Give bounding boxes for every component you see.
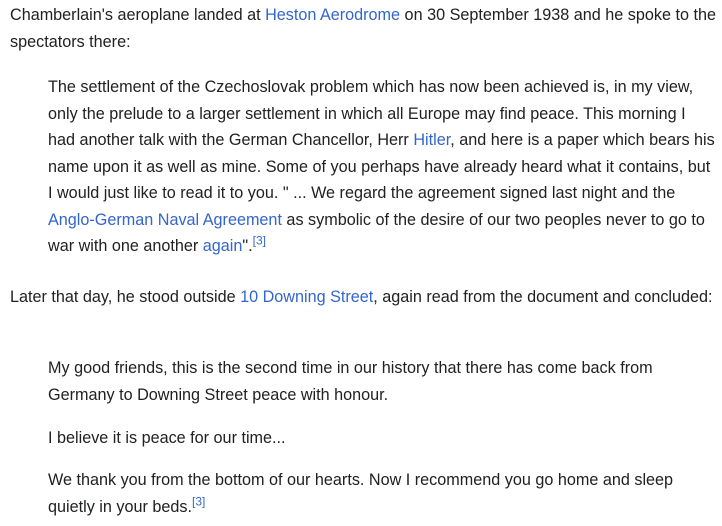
intro-text: Chamberlain's aeroplane landed at <box>10 6 266 24</box>
quote-text: I believe it is peace for our time... <box>48 429 286 447</box>
later-paragraph <box>10 284 716 311</box>
intro-text: on 30 September 1938 and he spoke to the spectators there: <box>10 6 716 51</box>
citation-link[interactable]: [3] <box>252 233 266 248</box>
quote-text: as symbolic of the desire of our two peoples never to go to war with one another <box>48 210 705 255</box>
later-text: Later that day, he stood outside <box>10 288 241 306</box>
quote-text: We thank you from the bottom of our hearts. Now I recommend you go home and sleep quietly in your beds. <box>48 471 674 516</box>
intro-paragraph <box>10 2 716 55</box>
quote-text: , and here is a paper which bears his name upon it as well as mine. Some of you perhaps have already heard what it contains, but I would just like to read it to you. " ... We regard the agreement signed last night and the <box>48 131 715 202</box>
again-link[interactable]: again <box>202 237 243 255</box>
citation-link[interactable]: [3] <box>191 494 206 509</box>
quote-thank-you <box>48 467 716 520</box>
heston-aerodrome-link[interactable]: Heston Aerodrome <box>265 6 401 24</box>
citation-ref <box>253 234 266 248</box>
citation-ref <box>192 494 205 508</box>
anglo-german-naval-agreement-link[interactable]: Anglo-German Naval Agreement <box>48 210 282 229</box>
downing-street-link[interactable]: 10 Downing Street <box>240 288 374 306</box>
quote-peace-for-our-time <box>48 425 716 452</box>
quote-text: The settlement of the Czechoslovak problem which has now been achieved is, in my view, only the prelude to a larger settlement in which all Europe may find peace. This morning I had another talk with the German Chancellor, Herr <box>48 78 694 149</box>
later-text: , again read from the document and concluded: <box>373 288 713 306</box>
quote-text: My good friends, this is the second time in our history that there has come back from Germany to Downing Street peace with honour. <box>48 359 653 404</box>
quote-text: ". <box>242 237 253 255</box>
hitler-link[interactable]: Hitler <box>413 131 451 149</box>
quote-good-friends <box>48 355 716 408</box>
quote-speech-heston <box>48 74 716 260</box>
